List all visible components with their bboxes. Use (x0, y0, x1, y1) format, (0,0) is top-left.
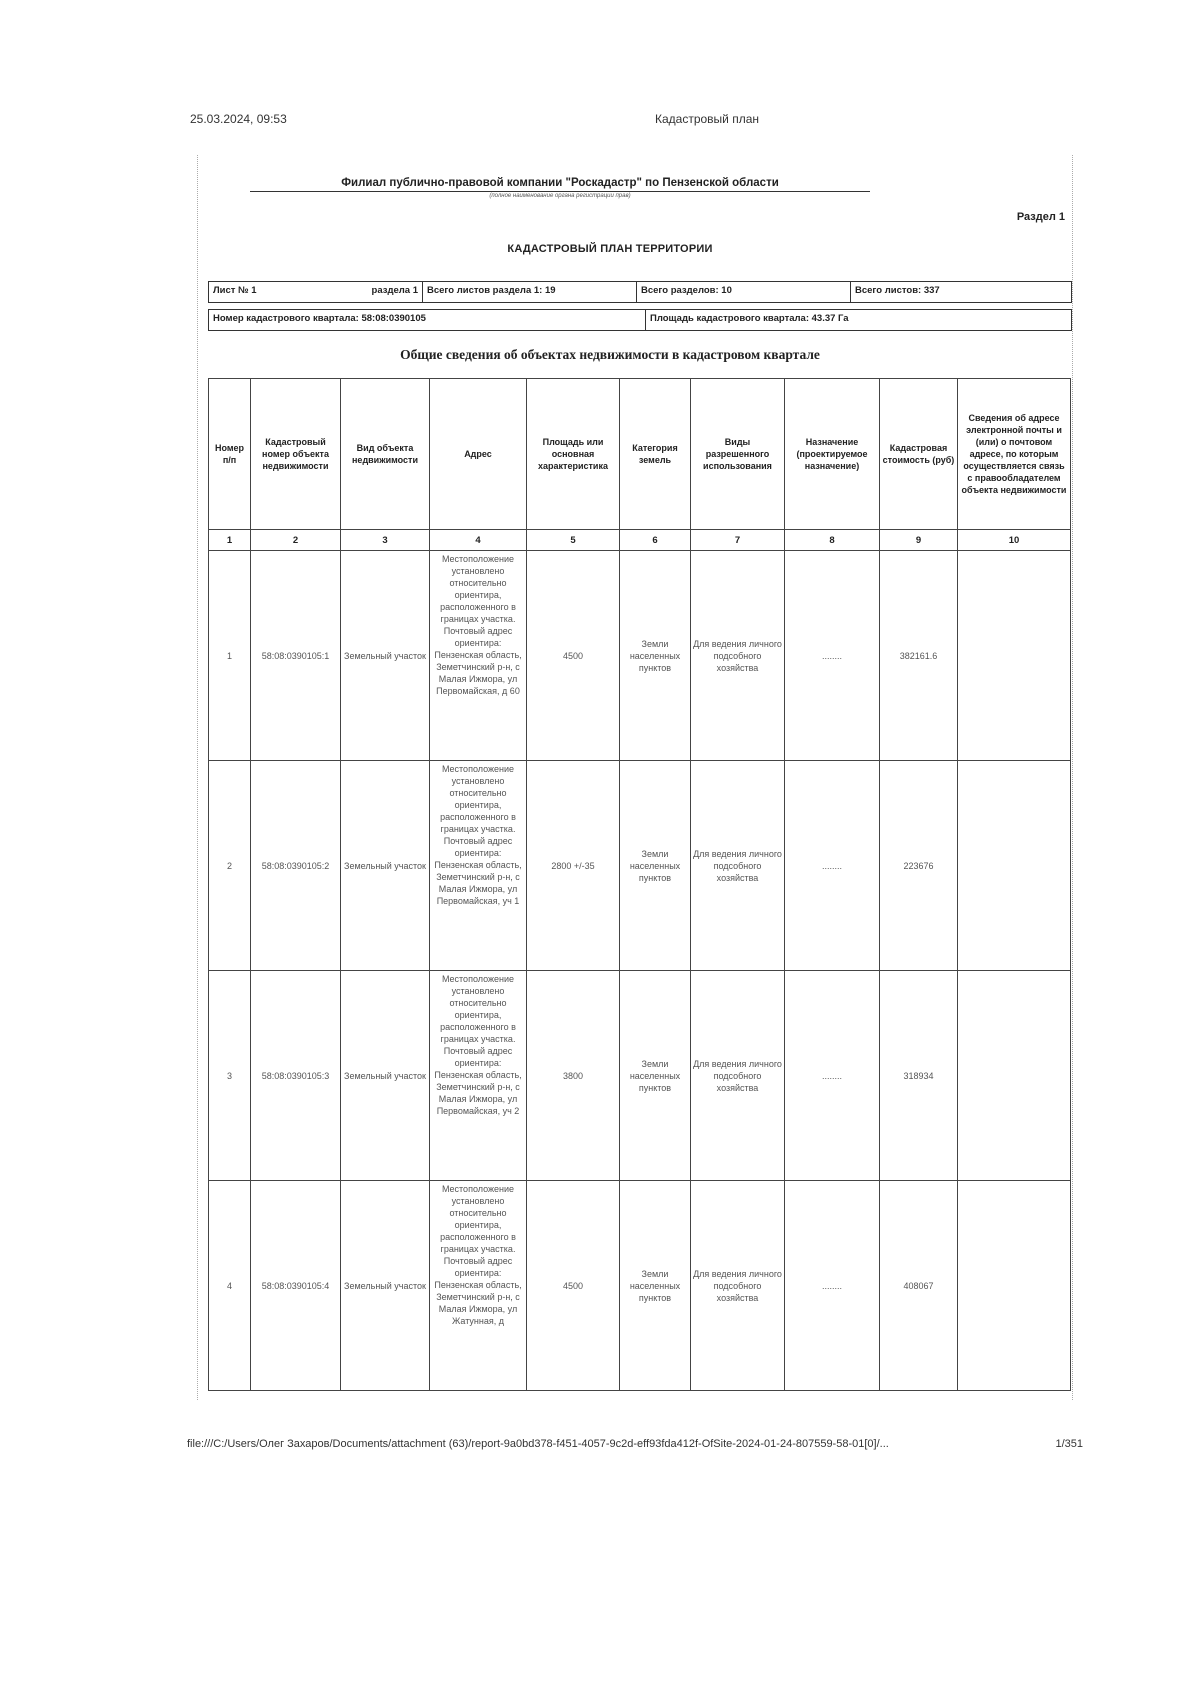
sheet-info-bar (208, 281, 1072, 303)
quarter-area: Площадь кадастрового квартала: 43.37 Га (650, 313, 849, 324)
address-text: Местоположение установлено относительно ориентира, расположенного в границах участка. Почтовый адрес ориентира: Пензенская область, Земетчинский р-н, с Малая Ижмора, ул Первомайская, д 60 (434, 554, 522, 696)
purpose-value: ........ (785, 1181, 880, 1391)
contact-info (958, 761, 1071, 971)
column-header: Виды разрешенного использования (691, 379, 785, 530)
purpose-value: ........ (785, 971, 880, 1181)
land-category: Земли населенных пунктов (620, 551, 691, 761)
row-number: 4 (209, 1181, 251, 1391)
objects-table (208, 378, 1071, 1391)
column-number: 7 (691, 530, 785, 551)
address-text: Местоположение установлено относительно ориентира, расположенного в границах участка. Почтовый адрес ориентира: Пензенская область, Земетчинский р-н, с Малая Ижмора, ул Первомайская, уч 2 (434, 974, 522, 1116)
address-text: Местоположение установлено относительно ориентира, расположенного в границах участка. Почтовый адрес ориентира: Пензенская область, Земетчинский р-н, с Малая Ижмора, ул Жатунная, д (434, 1184, 522, 1326)
column-header: Сведения об адресе электронной почты и (или) о почтовом адресе, по которым осуществляется связь с правообладателем объекта недвижимости (958, 379, 1071, 530)
column-numbers-row (209, 530, 1071, 551)
table-row (209, 1181, 1071, 1391)
document-title: КАДАСТРОВЫЙ ПЛАН ТЕРРИТОРИИ (507, 243, 713, 255)
column-header: Адрес (430, 379, 527, 530)
purpose-value: ........ (785, 551, 880, 761)
address-cell (430, 761, 527, 971)
cadastral-number: 58:08:0390105:2 (251, 761, 341, 971)
organization-underline (250, 191, 870, 192)
permitted-use: Для ведения личного подсобного хозяйства (691, 761, 785, 971)
column-header: Номер п/п (209, 379, 251, 530)
column-number: 6 (620, 530, 691, 551)
row-number: 2 (209, 761, 251, 971)
contact-info (958, 1181, 1071, 1391)
column-header: Вид объекта недвижимости (341, 379, 430, 530)
sheet-section: раздела 1 (371, 285, 418, 296)
area-value: 4500 (527, 551, 620, 761)
total-sections: Всего разделов: 10 (637, 282, 851, 302)
column-number: 3 (341, 530, 430, 551)
table-header-row (209, 379, 1071, 530)
land-category: Земли населенных пунктов (620, 761, 691, 971)
total-sheets: Всего листов: 337 (855, 285, 940, 296)
row-number: 1 (209, 551, 251, 761)
contact-info (958, 551, 1071, 761)
print-datetime: 25.03.2024, 09:53 (190, 112, 287, 126)
table-row (209, 551, 1071, 761)
cadastral-number: 58:08:0390105:3 (251, 971, 341, 1181)
permitted-use: Для ведения личного подсобного хозяйства (691, 971, 785, 1181)
object-type: Земельный участок (341, 761, 430, 971)
object-type: Земельный участок (341, 1181, 430, 1391)
column-header: Назначение (проектируемое назначение) (785, 379, 880, 530)
cadastral-cost: 408067 (880, 1181, 958, 1391)
page-counter: 1/351 (1055, 1438, 1083, 1450)
column-number: 10 (958, 530, 1071, 551)
organization-name: Филиал публично-правовой компании "Роскадастр" по Пензенской области (341, 177, 779, 189)
column-number: 9 (880, 530, 958, 551)
column-number: 4 (430, 530, 527, 551)
address-cell (430, 1181, 527, 1391)
cadastral-cost: 223676 (880, 761, 958, 971)
permitted-use: Для ведения личного подсобного хозяйства (691, 551, 785, 761)
quarter-number: Номер кадастрового квартала: 58:08:0390105 (209, 310, 646, 330)
row-number: 3 (209, 971, 251, 1181)
column-number: 1 (209, 530, 251, 551)
total-sheets-section: Всего листов раздела 1: 19 (423, 282, 637, 302)
column-header: Площадь или основная характеристика (527, 379, 620, 530)
section-label: Раздел 1 (1016, 211, 1065, 223)
object-type: Земельный участок (341, 971, 430, 1181)
object-type: Земельный участок (341, 551, 430, 761)
column-number: 8 (785, 530, 880, 551)
file-path: file:///C:/Users/Олег Захаров/Documents/attachment (63)/report-9a0bd378-f451-4057-9c2d-eff93fda412f-OfSite-2024-01-24-807559-58-01[0]/... (187, 1438, 889, 1450)
cadastral-cost: 318934 (880, 971, 958, 1181)
column-number: 5 (527, 530, 620, 551)
table-row (209, 761, 1071, 971)
area-value: 2800 +/-35 (527, 761, 620, 971)
table-row (209, 971, 1071, 1181)
land-category: Земли населенных пунктов (620, 1181, 691, 1391)
address-cell (430, 971, 527, 1181)
column-header: Категория земель (620, 379, 691, 530)
address-text: Местоположение установлено относительно ориентира, расположенного в границах участка. Почтовый адрес ориентира: Пензенская область, Земетчинский р-н, с Малая Ижмора, ул Первомайская, уч 1 (434, 764, 522, 906)
sheet-number: Лист № 1 (213, 285, 257, 296)
cadastral-number: 58:08:0390105:1 (251, 551, 341, 761)
cadastral-number: 58:08:0390105:4 (251, 1181, 341, 1391)
land-category: Земли населенных пунктов (620, 971, 691, 1181)
column-header: Кадастровая стоимость (руб) (880, 379, 958, 530)
permitted-use: Для ведения личного подсобного хозяйства (691, 1181, 785, 1391)
column-header: Кадастровый номер объекта недвижимости (251, 379, 341, 530)
purpose-value: ........ (785, 761, 880, 971)
quarter-info-bar (208, 309, 1072, 331)
print-page-title: Кадастровый план (655, 112, 760, 126)
area-value: 4500 (527, 1181, 620, 1391)
column-number: 2 (251, 530, 341, 551)
table-title: Общие сведения об объектах недвижимости в кадастровом квартале (400, 347, 820, 362)
contact-info (958, 971, 1071, 1181)
area-value: 3800 (527, 971, 620, 1181)
sheet-cell (209, 282, 423, 302)
organization-caption: (полное наименование органа регистрации прав) (489, 193, 631, 199)
address-cell (430, 551, 527, 761)
cadastral-cost: 382161.6 (880, 551, 958, 761)
